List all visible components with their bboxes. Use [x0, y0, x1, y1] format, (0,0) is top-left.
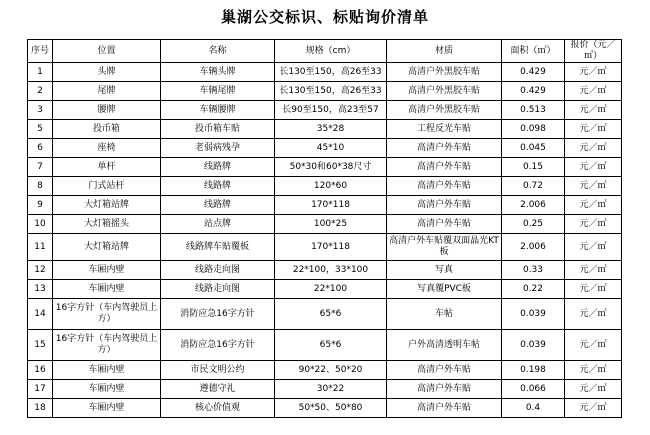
table-row: [28, 215, 622, 234]
table-row: [28, 101, 622, 120]
cell-material: 高清户外车贴覆双面晶光KT板: [387, 234, 502, 261]
cell-position: 大灯箱摇头: [53, 215, 161, 234]
cell-area: 0.4: [502, 399, 565, 418]
header-row: [28, 40, 622, 63]
cell-no: 5: [28, 120, 53, 139]
table-row: [28, 330, 622, 361]
table-row: [28, 158, 622, 177]
cell-area: 0.429: [502, 63, 565, 82]
cell-no: 17: [28, 380, 53, 399]
cell-position: 门式站杆: [53, 177, 161, 196]
cell-position: 大灯箱站牌: [53, 196, 161, 215]
cell-spec: 50*50、50*80: [275, 399, 387, 418]
table-row: [28, 361, 622, 380]
cell-no: 14: [28, 299, 53, 330]
cell-price-unit: 元／㎡: [565, 330, 622, 361]
cell-area: 0.72: [502, 177, 565, 196]
header-spec: 规格（cm）: [275, 40, 387, 63]
cell-price-unit: 元／㎡: [565, 82, 622, 101]
cell-spec: 50*30和60*38尺寸: [275, 158, 387, 177]
cell-price-unit: 元／㎡: [565, 158, 622, 177]
cell-spec: 长130至150，高26至33: [275, 63, 387, 82]
cell-material: 写真覆PVC板: [387, 280, 502, 299]
cell-spec: 长90至150，高23至57: [275, 101, 387, 120]
cell-spec: 65*6: [275, 299, 387, 330]
table-row: [28, 380, 622, 399]
cell-no: 3: [28, 101, 53, 120]
header-position: 位置: [53, 40, 161, 63]
cell-spec: 90*22、50*20: [275, 361, 387, 380]
cell-price-unit: 元／㎡: [565, 63, 622, 82]
table-row: [28, 139, 622, 158]
cell-material: 高清户外车贴: [387, 196, 502, 215]
cell-position: 车厢内壁: [53, 380, 161, 399]
cell-area: 0.25: [502, 215, 565, 234]
cell-position: 大灯箱站牌: [53, 234, 161, 261]
cell-no: 11: [28, 234, 53, 261]
table-row: [28, 196, 622, 215]
cell-name: 市民文明公约: [161, 361, 275, 380]
quotation-table: [27, 39, 622, 418]
cell-area: 0.045: [502, 139, 565, 158]
table-row: [28, 63, 622, 82]
cell-area: 0.513: [502, 101, 565, 120]
cell-position: 车厢内壁: [53, 261, 161, 280]
cell-material: 高清户外黑胶车贴: [387, 101, 502, 120]
table-row: [28, 177, 622, 196]
cell-price-unit: 元／㎡: [565, 139, 622, 158]
cell-spec: 45*10: [275, 139, 387, 158]
cell-price-unit: 元／㎡: [565, 101, 622, 120]
cell-spec: 35*28: [275, 120, 387, 139]
cell-position: 头牌: [53, 63, 161, 82]
cell-material: 高清户外黑胶车贴: [387, 63, 502, 82]
table-row: [28, 399, 622, 418]
cell-spec: 30*22: [275, 380, 387, 399]
cell-price-unit: 元／㎡: [565, 120, 622, 139]
page-title: 巢湖公交标识、标贴询价清单: [220, 8, 429, 26]
header-no: 序号: [28, 40, 53, 63]
cell-name: 消防应急16字方针: [161, 330, 275, 361]
cell-price-unit: 元／㎡: [565, 299, 622, 330]
cell-no: 18: [28, 399, 53, 418]
cell-position: 单杆: [53, 158, 161, 177]
cell-area: 0.039: [502, 299, 565, 330]
cell-area: 0.066: [502, 380, 565, 399]
cell-material: 高清户外车贴: [387, 177, 502, 196]
cell-material: 户外高清透明车帖: [387, 330, 502, 361]
cell-price-unit: 元／㎡: [565, 261, 622, 280]
cell-material: 高清户外车贴: [387, 158, 502, 177]
cell-price-unit: 元／㎡: [565, 361, 622, 380]
cell-area: 0.33: [502, 261, 565, 280]
cell-price-unit: 元／㎡: [565, 215, 622, 234]
cell-name: 线路牌: [161, 177, 275, 196]
cell-no: 13: [28, 280, 53, 299]
cell-spec: 120*60: [275, 177, 387, 196]
cell-area: 0.039: [502, 330, 565, 361]
cell-no: 10: [28, 215, 53, 234]
cell-position: 腰牌: [53, 101, 161, 120]
cell-material: 写真: [387, 261, 502, 280]
cell-area: 0.22: [502, 280, 565, 299]
cell-position: 车厢内壁: [53, 361, 161, 380]
cell-name: 车辆头牌: [161, 63, 275, 82]
cell-price-unit: 元／㎡: [565, 280, 622, 299]
cell-name: 线路牌: [161, 158, 275, 177]
table-row: [28, 261, 622, 280]
cell-price-unit: 元／㎡: [565, 380, 622, 399]
cell-no: 15: [28, 330, 53, 361]
cell-position: 尾牌: [53, 82, 161, 101]
cell-spec: 长130至150，高26至33: [275, 82, 387, 101]
cell-area: 0.429: [502, 82, 565, 101]
cell-spec: 22*100: [275, 280, 387, 299]
cell-material: 工程反光车贴: [387, 120, 502, 139]
cell-no: 2: [28, 82, 53, 101]
header-name: 名称: [161, 40, 275, 63]
cell-spec: 100*25: [275, 215, 387, 234]
table-row: [28, 299, 622, 330]
cell-name: 线路牌车贴覆板: [161, 234, 275, 261]
cell-material: 高清户外车贴: [387, 139, 502, 158]
cell-material: 高清户外车贴: [387, 399, 502, 418]
cell-name: 核心价值观: [161, 399, 275, 418]
cell-price-unit: 元／㎡: [565, 399, 622, 418]
cell-position: 投币箱: [53, 120, 161, 139]
cell-no: 8: [28, 177, 53, 196]
cell-price-unit: 元／㎡: [565, 196, 622, 215]
cell-name: 站点牌: [161, 215, 275, 234]
cell-position: 16字方针（车内驾驶员上方）: [53, 330, 161, 361]
cell-no: 9: [28, 196, 53, 215]
cell-material: 高清户外车贴: [387, 380, 502, 399]
cell-no: 16: [28, 361, 53, 380]
cell-price-unit: 元／㎡: [565, 234, 622, 261]
cell-name: 投币箱车贴: [161, 120, 275, 139]
cell-area: 2.006: [502, 196, 565, 215]
cell-no: 7: [28, 158, 53, 177]
cell-area: 2.006: [502, 234, 565, 261]
cell-position: 座椅: [53, 139, 161, 158]
table-row: [28, 280, 622, 299]
cell-name: 车辆尾牌: [161, 82, 275, 101]
cell-name: 车辆腰牌: [161, 101, 275, 120]
cell-spec: 170*118: [275, 196, 387, 215]
cell-name: 消防应急16字方针: [161, 299, 275, 330]
cell-material: 高清户外车贴: [387, 215, 502, 234]
cell-name: 线路牌: [161, 196, 275, 215]
cell-area: 0.15: [502, 158, 565, 177]
cell-material: 车帖: [387, 299, 502, 330]
cell-name: 遵德守礼: [161, 380, 275, 399]
cell-position: 车厢内壁: [53, 399, 161, 418]
cell-no: 1: [28, 63, 53, 82]
cell-name: 线路走向图: [161, 280, 275, 299]
table-row: [28, 120, 622, 139]
cell-spec: 65*6: [275, 330, 387, 361]
table-row: [28, 234, 622, 261]
cell-area: 0.098: [502, 120, 565, 139]
cell-spec: 170*118: [275, 234, 387, 261]
cell-position: 16字方针（车内驾驶员上方）: [53, 299, 161, 330]
cell-name: 线路走向图: [161, 261, 275, 280]
cell-name: 老弱病残孕: [161, 139, 275, 158]
cell-no: 6: [28, 139, 53, 158]
header-price: 报价（元／㎡）: [565, 40, 622, 63]
cell-price-unit: 元／㎡: [565, 177, 622, 196]
cell-position: 车厢内壁: [53, 280, 161, 299]
header-material: 材质: [387, 40, 502, 63]
table-row: [28, 82, 622, 101]
cell-spec: 22*100，33*100: [275, 261, 387, 280]
header-area: 面积（㎡）: [502, 40, 565, 63]
cell-material: 高清户外黑胶车贴: [387, 82, 502, 101]
cell-no: 12: [28, 261, 53, 280]
cell-material: 高清户外车贴: [387, 361, 502, 380]
cell-area: 0.198: [502, 361, 565, 380]
